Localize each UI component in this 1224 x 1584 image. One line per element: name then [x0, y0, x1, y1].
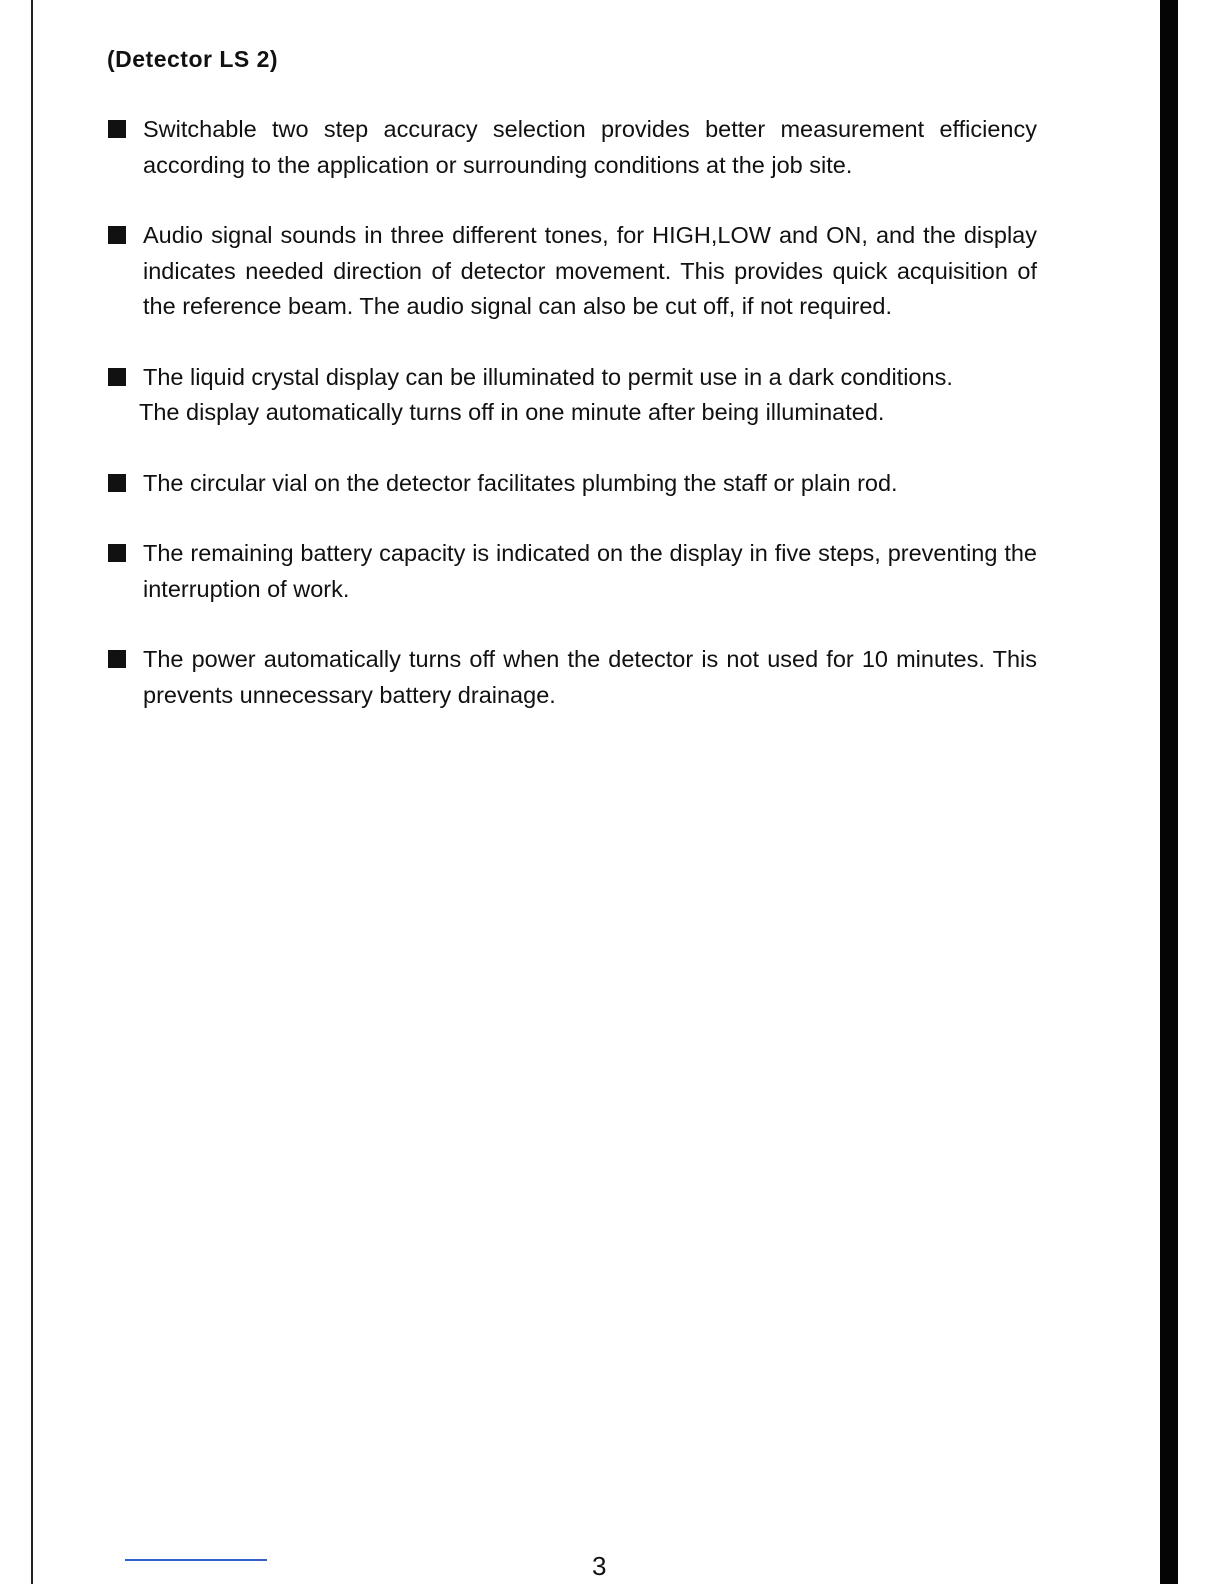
right-binding-edge	[1160, 0, 1178, 1584]
list-item	[107, 218, 1037, 325]
feature-text: The liquid crystal display can be illuminated to permit use in a dark conditions.	[143, 363, 953, 390]
square-bullet-icon	[108, 650, 126, 668]
feature-text: The power automatically turns off when the detector is not used for 10 minutes. This prevents unnecessary battery drainage.	[143, 646, 1037, 708]
section-heading: (Detector LS 2)	[107, 46, 279, 72]
square-bullet-icon	[108, 544, 126, 562]
feature-text: The circular vial on the detector facilitates plumbing the staff or plain rod.	[143, 469, 898, 496]
list-item	[107, 642, 1037, 713]
left-margin-rule	[31, 0, 33, 1584]
page-content	[107, 42, 1037, 748]
list-item	[107, 466, 1037, 502]
square-bullet-icon	[108, 368, 126, 386]
square-bullet-icon	[108, 226, 126, 244]
page-number: 3	[592, 1551, 607, 1581]
footer-rule	[125, 1559, 267, 1561]
feature-list	[107, 112, 1037, 713]
square-bullet-icon	[108, 120, 126, 138]
feature-text: The remaining battery capacity is indicated on the display in five steps, preventing the interruption of work.	[143, 540, 1037, 602]
feature-text: Switchable two step accuracy selection provides better measurement efficiency according to the application or surrounding conditions at the job site.	[143, 116, 1037, 178]
square-bullet-icon	[108, 474, 126, 492]
list-item	[107, 112, 1037, 183]
list-item	[107, 536, 1037, 607]
list-item	[107, 360, 1037, 431]
feature-text: Audio signal sounds in three different tones, for HIGH,LOW and ON, and the display indicates needed direction of detector movement. This provides quick acquisition of the reference beam. The audio signal can also be cut off, if not required.	[143, 222, 1037, 319]
feature-continuation-text: The display automatically turns off in one minute after being illuminated.	[139, 399, 885, 425]
